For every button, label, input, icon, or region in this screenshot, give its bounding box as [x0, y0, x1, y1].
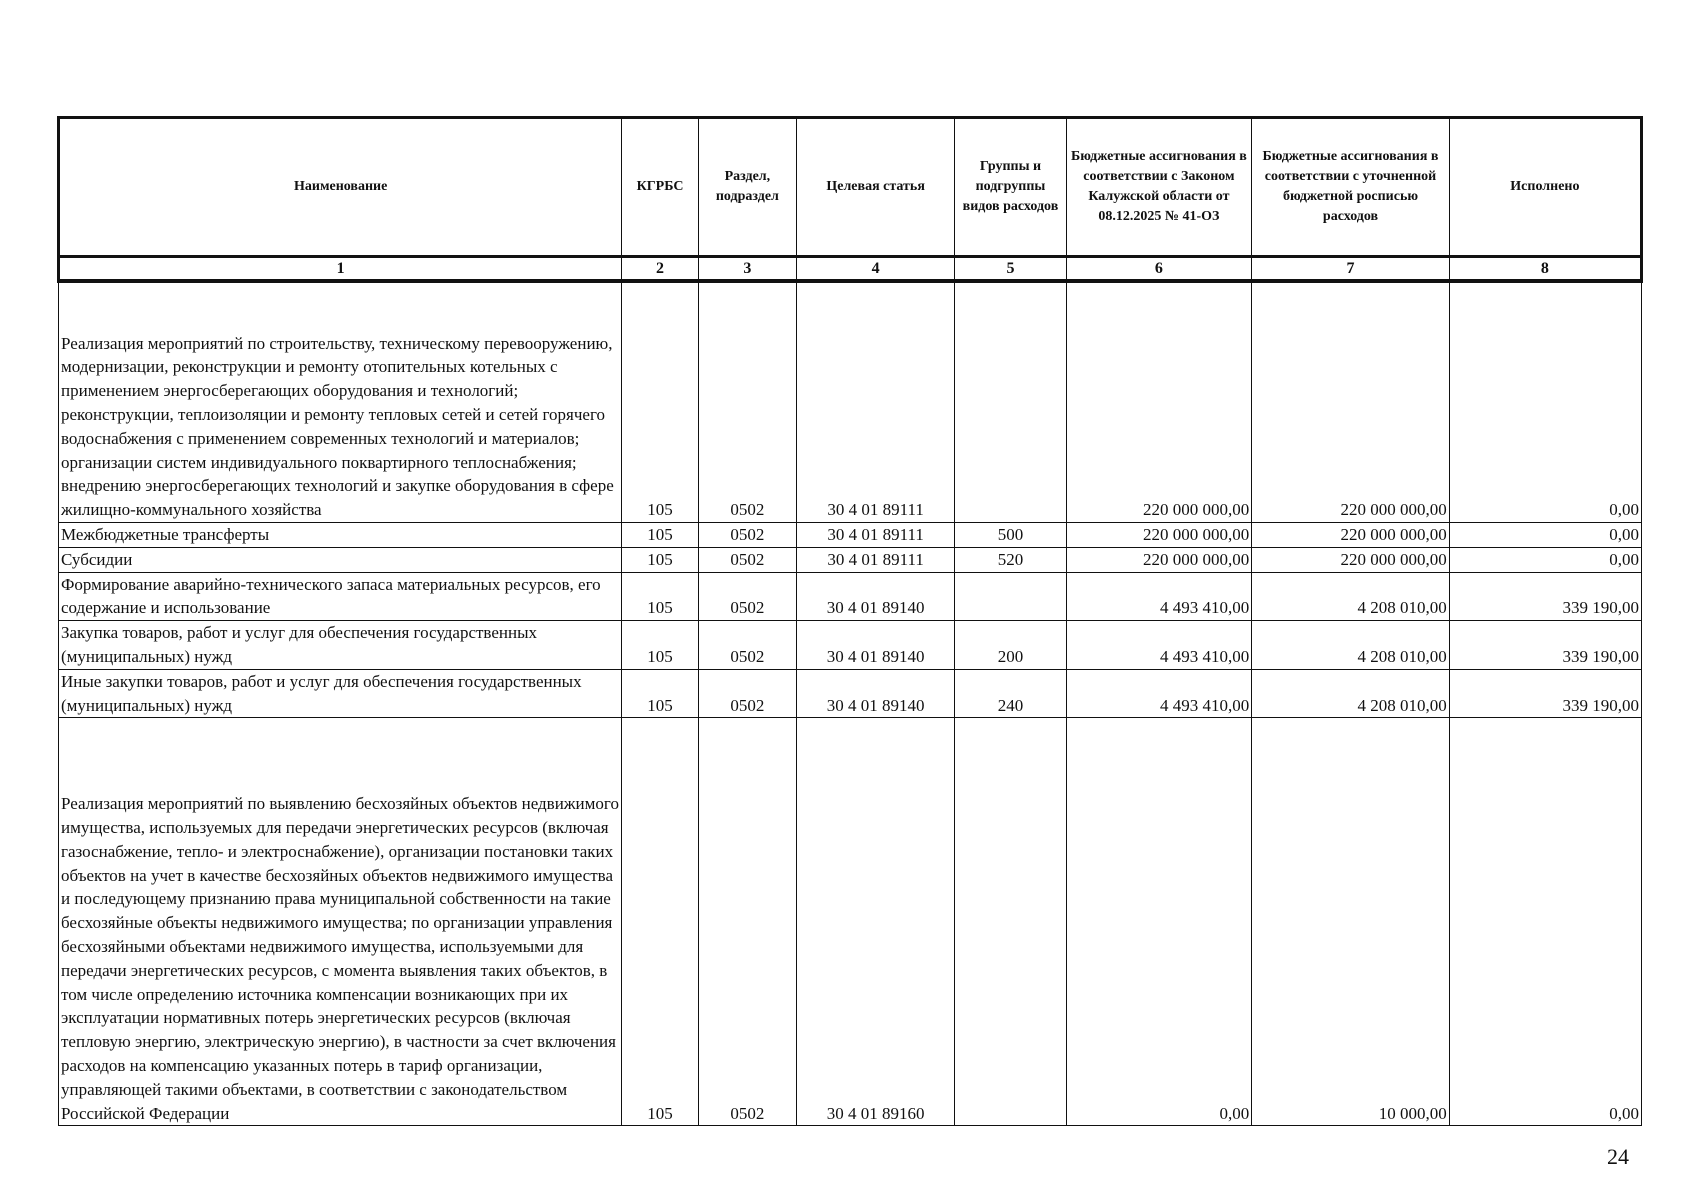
table-row	[59, 718, 1642, 1126]
cell-executed: 339 190,00	[1449, 572, 1641, 621]
table-row	[59, 523, 1642, 548]
cell-kgrbs: 105	[622, 281, 698, 523]
cell-kgrbs: 105	[622, 547, 698, 572]
cell-target: 30 4 01 89111	[796, 547, 954, 572]
cell-kgrbs: 105	[622, 669, 698, 718]
cell-executed: 0,00	[1449, 718, 1641, 1126]
cell-name: Межбюджетные трансферты	[59, 523, 622, 548]
column-number-row	[59, 257, 1642, 282]
cell-group: 200	[955, 621, 1066, 670]
cell-executed: 0,00	[1449, 547, 1641, 572]
cell-refined: 10 000,00	[1252, 718, 1450, 1126]
cell-law: 4 493 410,00	[1066, 669, 1252, 718]
cell-group: 520	[955, 547, 1066, 572]
table-row	[59, 669, 1642, 718]
cell-group: 500	[955, 523, 1066, 548]
cell-name: Реализация мероприятий по строительству, техническому перевооружению, модернизации, реконструкции и ремонту отопительных котельных с применением энергосберегающих оборудования и технологий; реконструкции, теплоизоляции и ремонту тепловых сетей и сетей горячего водоснабжения с применением современных технологий и материалов; организации систем индивидуального поквартирного теплоснабжения; внедрению энергосберегающих технологий и закупке оборудования в сфере жилищно-коммунального хозяйства	[59, 281, 622, 523]
cell-section: 0502	[698, 718, 796, 1126]
cell-executed: 339 190,00	[1449, 621, 1641, 670]
cell-target: 30 4 01 89111	[796, 523, 954, 548]
cell-section: 0502	[698, 281, 796, 523]
cell-section: 0502	[698, 621, 796, 670]
cell-law: 4 493 410,00	[1066, 572, 1252, 621]
header-name: Наименование	[59, 118, 622, 257]
cell-refined: 220 000 000,00	[1252, 281, 1450, 523]
cell-kgrbs: 105	[622, 572, 698, 621]
column-number: 4	[796, 257, 954, 282]
cell-executed: 339 190,00	[1449, 669, 1641, 718]
cell-target: 30 4 01 89160	[796, 718, 954, 1126]
cell-name: Реализация мероприятий по выявлению бесхозяйных объектов недвижимого имущества, используемых для передачи энергетических ресурсов (включая газоснабжение, тепло- и электроснабжение), организации постановки таких объектов на учет в качестве бесхозяйных объектов недвижимого имущества и последующему признанию права муниципальной собственности на такие бесхозяйные объекты недвижимого имущества; по организации управления бесхозяйными объектами недвижимого имущества, используемыми для передачи энергетических ресурсов, с момента выявления таких объектов, в том числе определению источника компенсации возникающих при их эксплуатации нормативных потерь энергетических ресурсов (включая тепловую энергию, электрическую энергию), в частности за счет включения расходов на компенсацию указанных потерь в тариф организации, управляющей такими объектами, в соответствии с законодательством Российской Федерации	[59, 718, 622, 1126]
cell-target: 30 4 01 89140	[796, 572, 954, 621]
header-refined: Бюджетные ассигнования в соответствии с уточненной бюджетной росписью расходов	[1252, 118, 1450, 257]
header-law: Бюджетные ассигнования в соответствии с Законом Калужской области от 08.12.2025 № 41-ОЗ	[1066, 118, 1252, 257]
cell-refined: 220 000 000,00	[1252, 523, 1450, 548]
cell-law: 4 493 410,00	[1066, 621, 1252, 670]
column-number: 3	[698, 257, 796, 282]
cell-name: Формирование аварийно-технического запаса материальных ресурсов, его содержание и использование	[59, 572, 622, 621]
cell-section: 0502	[698, 572, 796, 621]
cell-group	[955, 718, 1066, 1126]
header-group: Группы и подгруппы видов расходов	[955, 118, 1066, 257]
column-number: 1	[59, 257, 622, 282]
cell-name: Иные закупки товаров, работ и услуг для обеспечения государственных (муниципальных) нужд	[59, 669, 622, 718]
cell-law: 220 000 000,00	[1066, 523, 1252, 548]
cell-section: 0502	[698, 547, 796, 572]
cell-target: 30 4 01 89140	[796, 669, 954, 718]
cell-group	[955, 281, 1066, 523]
header-section: Раздел, подраздел	[698, 118, 796, 257]
page-number: 24	[1607, 1144, 1629, 1169]
column-number: 6	[1066, 257, 1252, 282]
cell-kgrbs: 105	[622, 621, 698, 670]
cell-group: 240	[955, 669, 1066, 718]
cell-name: Субсидии	[59, 547, 622, 572]
cell-refined: 4 208 010,00	[1252, 572, 1450, 621]
header-row	[59, 118, 1642, 257]
column-number: 5	[955, 257, 1066, 282]
table-row	[59, 281, 1642, 523]
cell-refined: 4 208 010,00	[1252, 621, 1450, 670]
cell-section: 0502	[698, 523, 796, 548]
cell-section: 0502	[698, 669, 796, 718]
cell-law: 220 000 000,00	[1066, 281, 1252, 523]
cell-law: 0,00	[1066, 718, 1252, 1126]
table-row	[59, 572, 1642, 621]
cell-refined: 4 208 010,00	[1252, 669, 1450, 718]
cell-law: 220 000 000,00	[1066, 547, 1252, 572]
cell-refined: 220 000 000,00	[1252, 547, 1450, 572]
cell-target: 30 4 01 89111	[796, 281, 954, 523]
cell-executed: 0,00	[1449, 281, 1641, 523]
cell-kgrbs: 105	[622, 523, 698, 548]
header-executed: Исполнено	[1449, 118, 1641, 257]
column-number: 2	[622, 257, 698, 282]
column-number: 7	[1252, 257, 1450, 282]
cell-name: Закупка товаров, работ и услуг для обеспечения государственных (муниципальных) нужд	[59, 621, 622, 670]
column-number: 8	[1449, 257, 1641, 282]
cell-kgrbs: 105	[622, 718, 698, 1126]
header-target: Целевая статья	[796, 118, 954, 257]
table-row	[59, 547, 1642, 572]
cell-target: 30 4 01 89140	[796, 621, 954, 670]
budget-table	[57, 116, 1643, 1126]
cell-executed: 0,00	[1449, 523, 1641, 548]
header-kgrbs: КГРБС	[622, 118, 698, 257]
cell-group	[955, 572, 1066, 621]
table-row	[59, 621, 1642, 670]
